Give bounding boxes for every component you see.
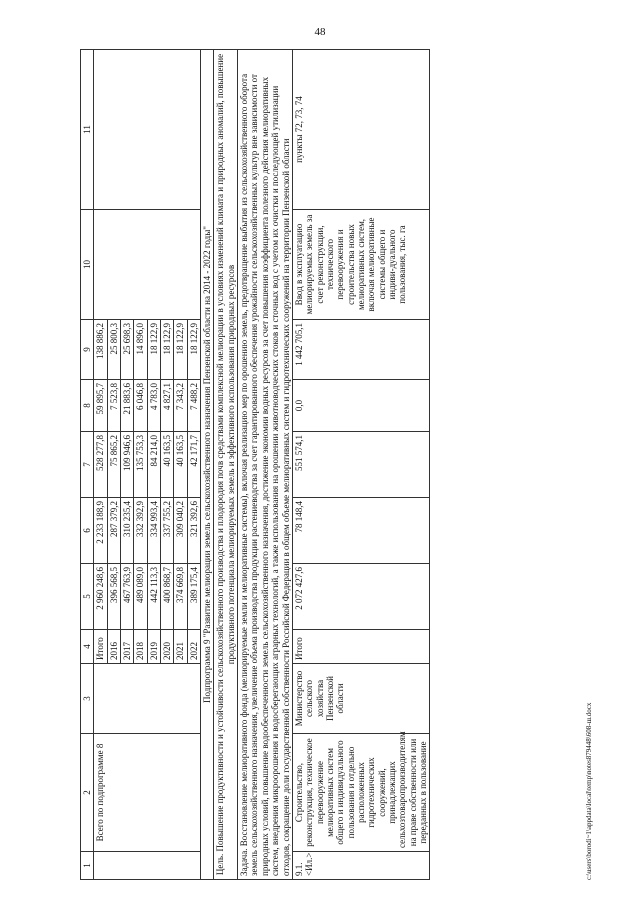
goal-row <box>214 50 238 880</box>
total-c9: 14 896,0 <box>134 320 147 380</box>
total-c5: 389 175,4 <box>187 564 200 630</box>
header-cell: 5 <box>81 564 94 630</box>
item-number: 9.1. <Ил.> <box>292 852 429 880</box>
total-c9: 25 800,3 <box>107 320 120 380</box>
header-cell: 2 <box>81 734 94 852</box>
total-c8: 21 883,6 <box>121 380 134 432</box>
total-c8: 7 343,2 <box>174 380 187 432</box>
empty-cell <box>94 852 201 880</box>
total-c9: 18 122,9 <box>187 320 200 380</box>
total-c8: 7 488,2 <box>187 380 200 432</box>
total-c6: 332 392,9 <box>134 498 147 564</box>
header-cell: 4 <box>81 630 94 664</box>
program-table <box>80 49 430 880</box>
total-c9: 18 122,9 <box>174 320 187 380</box>
empty-cell <box>94 664 201 734</box>
total-c6: 334 993,4 <box>147 498 160 564</box>
item-name: Строительство, реконструкция, техническое перевооружение мелиоративных систем общего и индивидуального пользования и отдельно расположенных гидротехнических сооружений, принадлежащих сельхозтоваропроизводителям на праве собственности или переданных в пользование <box>292 734 429 852</box>
total-c6: 321 392,6 <box>187 498 200 564</box>
total-c6: 337 755,2 <box>161 498 174 564</box>
total-c9: 25 698,3 <box>121 320 134 380</box>
total-year: 2018 <box>134 630 147 664</box>
header-row <box>81 50 94 880</box>
total-year: 2021 <box>174 630 187 664</box>
total-body <box>94 50 201 880</box>
subprogram-row <box>201 50 214 880</box>
item-c7: 551 574,1 <box>292 432 429 498</box>
total-c7: 75 865,2 <box>107 432 120 498</box>
task-text: Задача. Восстановление мелиоративного фонда (мелиорируемые земли и мелиоративные системы), включая реализацию мер по орошению земель, предотвращение выбытия из сельскохозяйственного оборота земель сельскохозяйственного назначения, увеличение объема производства продукции растениеводства за счет гарантированного обеспечения урожайности сельскохозяйственных культур вне зависимости от природных условий, повышение водообеспеченности земель сельскохозяйственного назначения, достижение экономии водных ресурсов за счет повышения коэффициента полезного действия мелиоративных систем, внедрения микроорошения и водосберегающих аграрных технологий, а также использования на орошении животноводческих стоков и сточных вод с учетом их очистки и последующей утилизации отходов, сокращение доли государственной собственности Российской Федерации в общем объеме мелиоративных систем и гидротехнических сооружений на территории Пензенской области <box>238 50 293 880</box>
total-c8: 7 523,8 <box>107 380 120 432</box>
page-number: 48 <box>314 26 326 38</box>
total-c9: 18 122,9 <box>161 320 174 380</box>
goal-text: Цель. Повышение продуктивности и устойчивости сельскохозяйственного производства и плодородия почв средствами комплексной мелиорации в условиях изменений климата и природных аномалий, повышение продуктивного потенциала мелиорируемых земель и эффективного использования природных ресурсов <box>214 50 238 880</box>
rotated-page <box>80 50 593 880</box>
file-path: c:\users\borodi~1\appdata\local\temp\notes879448\608-ш.docx <box>585 702 593 880</box>
header-cell: 9 <box>81 320 94 380</box>
total-c5: 374 669,8 <box>174 564 187 630</box>
total-c6: 287 379,2 <box>107 498 120 564</box>
total-year: 2017 <box>121 630 134 664</box>
total-c7: 40 163,5 <box>174 432 187 498</box>
total-c6: 309 040,2 <box>174 498 187 564</box>
total-row <box>94 50 107 880</box>
header-cell: 1 <box>81 852 94 880</box>
total-c5: 396 568,5 <box>107 564 120 630</box>
total-c9: 18 122,9 <box>147 320 160 380</box>
total-c6: 2 233 188,9 <box>94 498 107 564</box>
item-c5: 2 072 427,6 <box>292 564 429 630</box>
item-row <box>292 50 429 880</box>
total-c7: 109 946,6 <box>121 432 134 498</box>
total-c9: 138 886,2 <box>94 320 107 380</box>
empty-cell <box>94 210 201 320</box>
total-c5: 2 960 248,6 <box>94 564 107 630</box>
total-year: 2022 <box>187 630 200 664</box>
total-c7: 528 277,8 <box>94 432 107 498</box>
total-c7: 42 171,7 <box>187 432 200 498</box>
header-cell: 11 <box>81 50 94 210</box>
task-row <box>238 50 293 880</box>
empty-cell <box>94 50 201 210</box>
total-c7: 40 163,5 <box>161 432 174 498</box>
total-year: 2016 <box>107 630 120 664</box>
total-c8: 6 046,8 <box>134 380 147 432</box>
total-label: Всего по подпрограмме 8 <box>94 734 201 852</box>
item-executor: Министерство сельского хозяйства Пензенской области <box>292 664 429 734</box>
total-c7: 84 214,0 <box>147 432 160 498</box>
header-cell: 6 <box>81 498 94 564</box>
total-c8: 59 895,7 <box>94 380 107 432</box>
header-cell: 3 <box>81 664 94 734</box>
item-indicator: Ввод в эксплуатацию мелиорируемых земель за счет реконструкции, технического перевооружения и строительства новых мелиоративных систем, включая мелиоративные системы общего и индиви-дуального пользования, тыс. га <box>292 210 429 320</box>
total-c7: 135 753,3 <box>134 432 147 498</box>
total-c5: 400 868,7 <box>161 564 174 630</box>
header-cell: 10 <box>81 210 94 320</box>
item-points: пункты 72, 73, 74 <box>292 50 429 210</box>
total-c6: 310 235,4 <box>121 498 134 564</box>
total-year: Итого <box>94 630 107 664</box>
subprogram-title: Подпрограмма 9 "Развитие мелиорации земель сельскохозяйственного назначения Пензенской области на 2014 - 2022 годы" <box>201 50 214 880</box>
item-year: Итого <box>292 630 429 664</box>
item-c6: 78 148,4 <box>292 498 429 564</box>
total-year: 2020 <box>161 630 174 664</box>
total-c8: 4 783,0 <box>147 380 160 432</box>
total-year: 2019 <box>147 630 160 664</box>
item-c8: 0,0 <box>292 380 429 432</box>
total-c8: 4 827,1 <box>161 380 174 432</box>
header-cell: 8 <box>81 380 94 432</box>
total-c5: 467 763,9 <box>121 564 134 630</box>
item-c9: 1 442 705,1 <box>292 320 429 380</box>
total-c5: 489 089,0 <box>134 564 147 630</box>
total-c5: 442 113,3 <box>147 564 160 630</box>
header-cell: 7 <box>81 432 94 498</box>
